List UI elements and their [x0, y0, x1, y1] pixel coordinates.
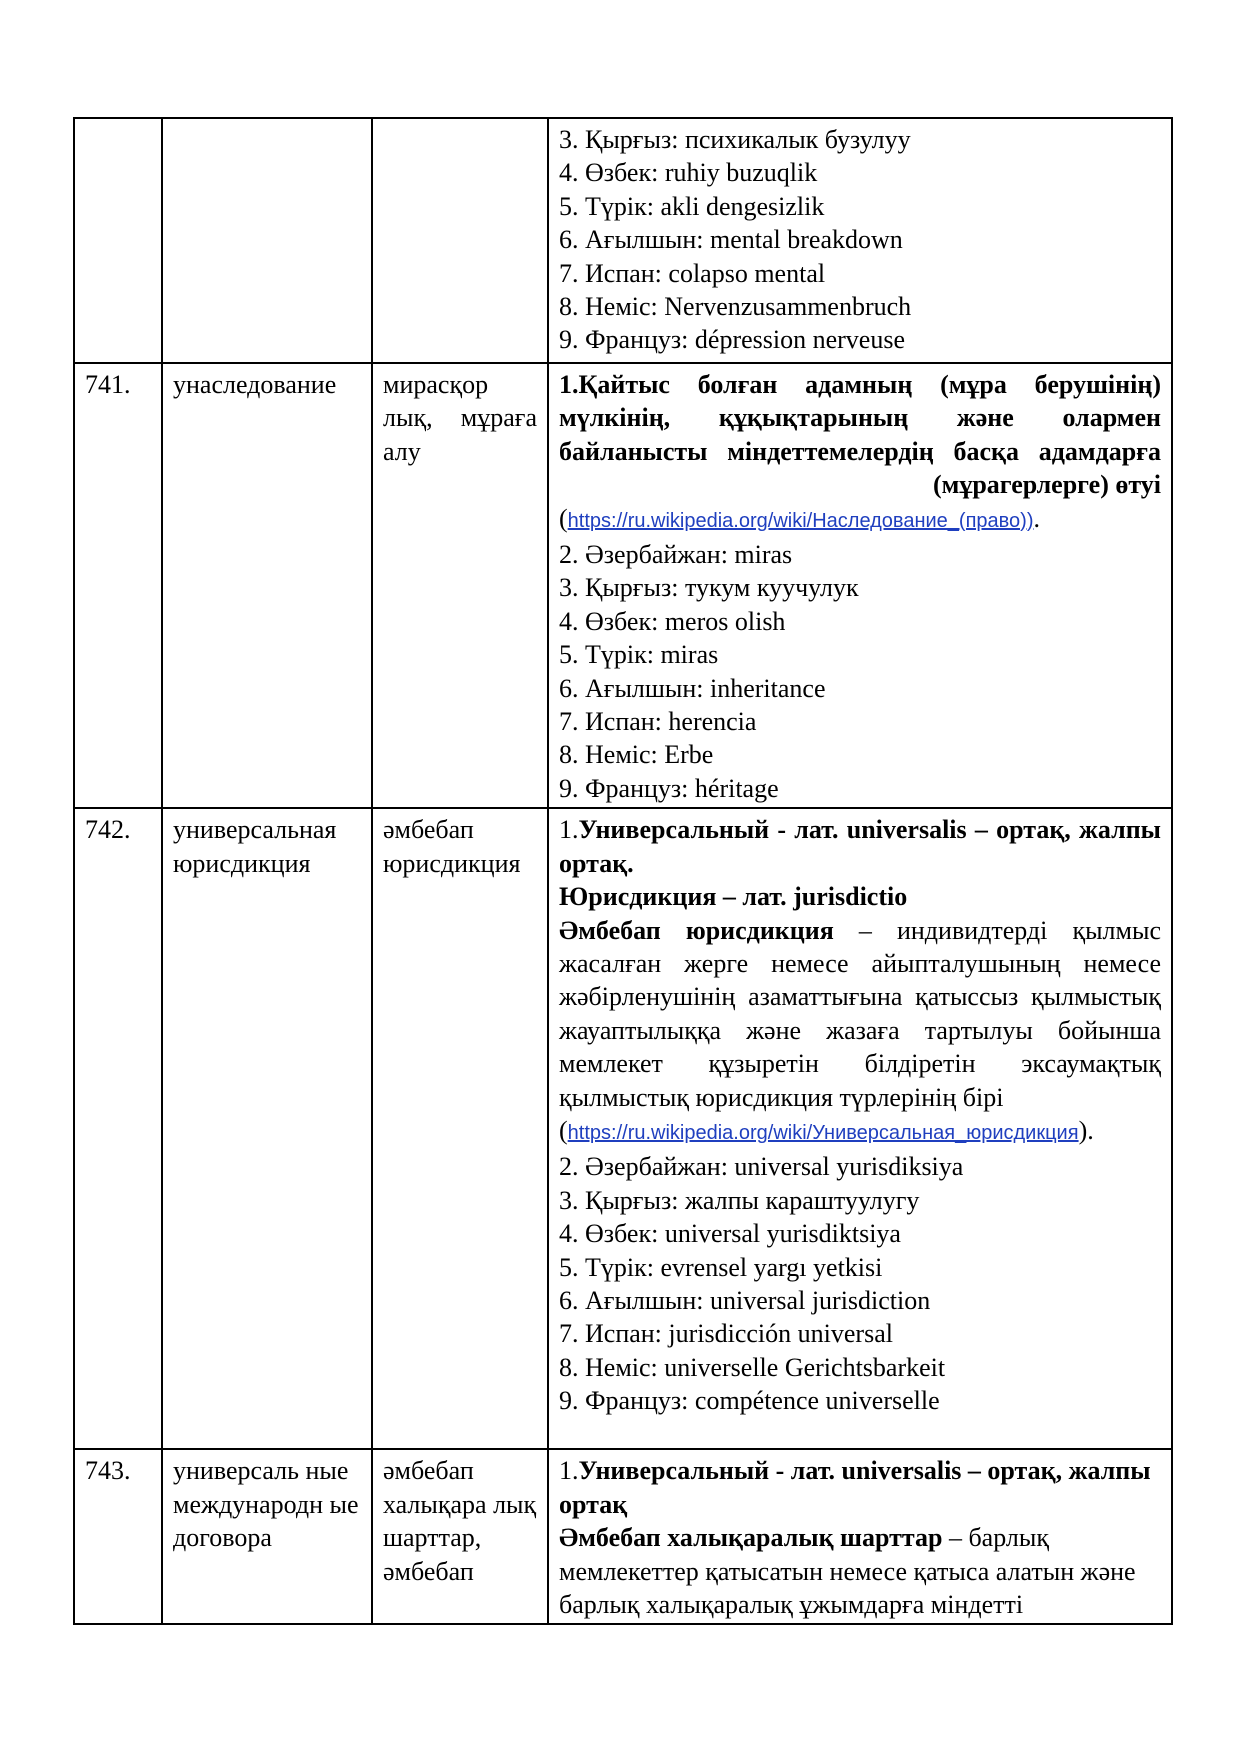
defined-term: Әмбебап юрисдикция — [559, 915, 834, 945]
definition-text: Әмбебап юрисдикция – индивидтерді қылмыс жасалған жерге немесе айыпталушының немесе жәбірленушінің азаматтығына қатыссыз қылмыстық жауаптылыққа және жазаға тартылуы бойынша мемлекет құзыретін білдіретін эксаумақтық қылмыстық юрисдикция түрлерінің бірі — [559, 915, 1161, 1112]
translation-line: 4. Өзбек: meros olish — [559, 606, 786, 636]
table-row — [74, 363, 1172, 808]
wikipedia-link[interactable]: https://ru.wikipedia.org/wiki/Универсальная_юрисдикция — [567, 1121, 1079, 1144]
definition-cell — [548, 808, 1172, 1449]
translation-line: 9. Француз: compétence universelle — [559, 1386, 940, 1416]
translation-line: 3. Қырғыз: жалпы караштуулугу — [559, 1185, 920, 1215]
entry-number: 742. — [85, 815, 131, 845]
definition-cell — [548, 1449, 1172, 1624]
russian-term-cell — [162, 808, 372, 1449]
translation-line: 5. Түрік: miras — [559, 640, 719, 670]
table-row — [74, 808, 1172, 1449]
table-row — [74, 1449, 1172, 1624]
translation-line: 9. Француз: dépression nerveuse — [559, 325, 905, 355]
translation-line: 2. Әзербайжан: universal yurisdiksiya — [559, 1152, 964, 1182]
russian-term-cell — [162, 118, 372, 363]
etymology-text: 1.Универсальный - лат. universalis – ортақ, жалпы ортақ. — [559, 815, 1161, 878]
russian-term: унаследование — [173, 370, 337, 399]
russian-term-cell — [162, 1449, 372, 1624]
table-row — [74, 118, 1172, 363]
kazakh-term-cell — [372, 1449, 548, 1624]
definition-text: 1.Қайтыс болған адамның (мұра берушінің) мүлкінің, құқықтарының және олармен байланысты міндеттемелердің басқа адамдарға (мұрагерлерге) өтуі — [559, 370, 1161, 500]
translation-line: 3. Қырғыз: психикалык бузулуу — [559, 125, 911, 154]
entry-number: 743. — [85, 1456, 131, 1486]
definition-text: Әмбебап халықаралық шарттар – барлық мемлекеттер қатысатын немесе қатыса алатын және барлық халықаралық ұжымдарға міндетті — [559, 1523, 1136, 1619]
translation-line: 3. Қырғыз: тукум куучулук — [559, 573, 859, 603]
translation-line: 8. Неміс: Nervenzusammenbruch — [559, 292, 912, 322]
translation-line: 4. Өзбек: universal yurisdiktsiya — [559, 1219, 901, 1249]
entry-number-cell — [74, 1449, 162, 1624]
glossary-table — [73, 117, 1173, 1625]
entry-number-cell — [74, 363, 162, 808]
kazakh-term-cell — [372, 363, 548, 808]
entry-number-cell — [74, 118, 162, 363]
translation-line: 2. Әзербайжан: miras — [559, 540, 793, 570]
entry-number: 741. — [85, 370, 131, 399]
entry-number-cell — [74, 808, 162, 1449]
translation-line: 8. Неміс: Erbe — [559, 740, 714, 770]
translation-line: 6. Ағылшын: mental breakdown — [559, 225, 903, 255]
source-line: (https://ru.wikipedia.org/wiki/Наследование_(право)). — [559, 503, 1040, 533]
translation-line: 6. Ағылшын: universal jurisdiction — [559, 1285, 931, 1315]
translation-line: 5. Түрік: evrensel yargı yetkisi — [559, 1252, 883, 1282]
translation-line: 7. Испан: jurisdicción universal — [559, 1319, 893, 1349]
translation-line: 9. Француз: héritage — [559, 773, 779, 803]
translation-line: 5. Түрік: akli dengesizlik — [559, 191, 825, 221]
kazakh-term-cell — [372, 118, 548, 363]
kazakh-term-cell — [372, 808, 548, 1449]
definition-cell — [548, 363, 1172, 808]
kazakh-term: мирасқор лық, мұраға алу — [383, 370, 537, 466]
translation-line: 7. Испан: herencia — [559, 707, 757, 737]
source-line: (https://ru.wikipedia.org/wiki/Универсальная_юрисдикция). — [559, 1115, 1094, 1145]
etymology-text: 1.Универсальный - лат. universalis – ортақ, жалпы ортақ — [559, 1456, 1151, 1519]
etymology-text: Юрисдикция – лат. jurisdictio — [559, 882, 908, 912]
russian-term-cell — [162, 363, 372, 808]
russian-term: универсаль ные международн ые договора — [173, 1456, 359, 1553]
translation-line: 4. Өзбек: ruhiy buzuqlik — [559, 158, 818, 188]
russian-term: универсальная юрисдикция — [173, 815, 337, 878]
kazakh-term: әмбебап халықара лық шарттар, әмбебап — [383, 1456, 537, 1586]
translation-line: 8. Неміс: universelle Gerichtsbarkeit — [559, 1352, 946, 1382]
defined-term: Әмбебап халықаралық шарттар — [559, 1523, 943, 1553]
translation-line: 7. Испан: colapso mental — [559, 258, 826, 288]
wikipedia-link[interactable]: https://ru.wikipedia.org/wiki/Наследование_(право)) — [567, 509, 1034, 532]
translations-cell — [548, 118, 1172, 363]
translation-line: 6. Ағылшын: inheritance — [559, 673, 826, 703]
kazakh-term: әмбебап юрисдикция — [383, 815, 521, 878]
